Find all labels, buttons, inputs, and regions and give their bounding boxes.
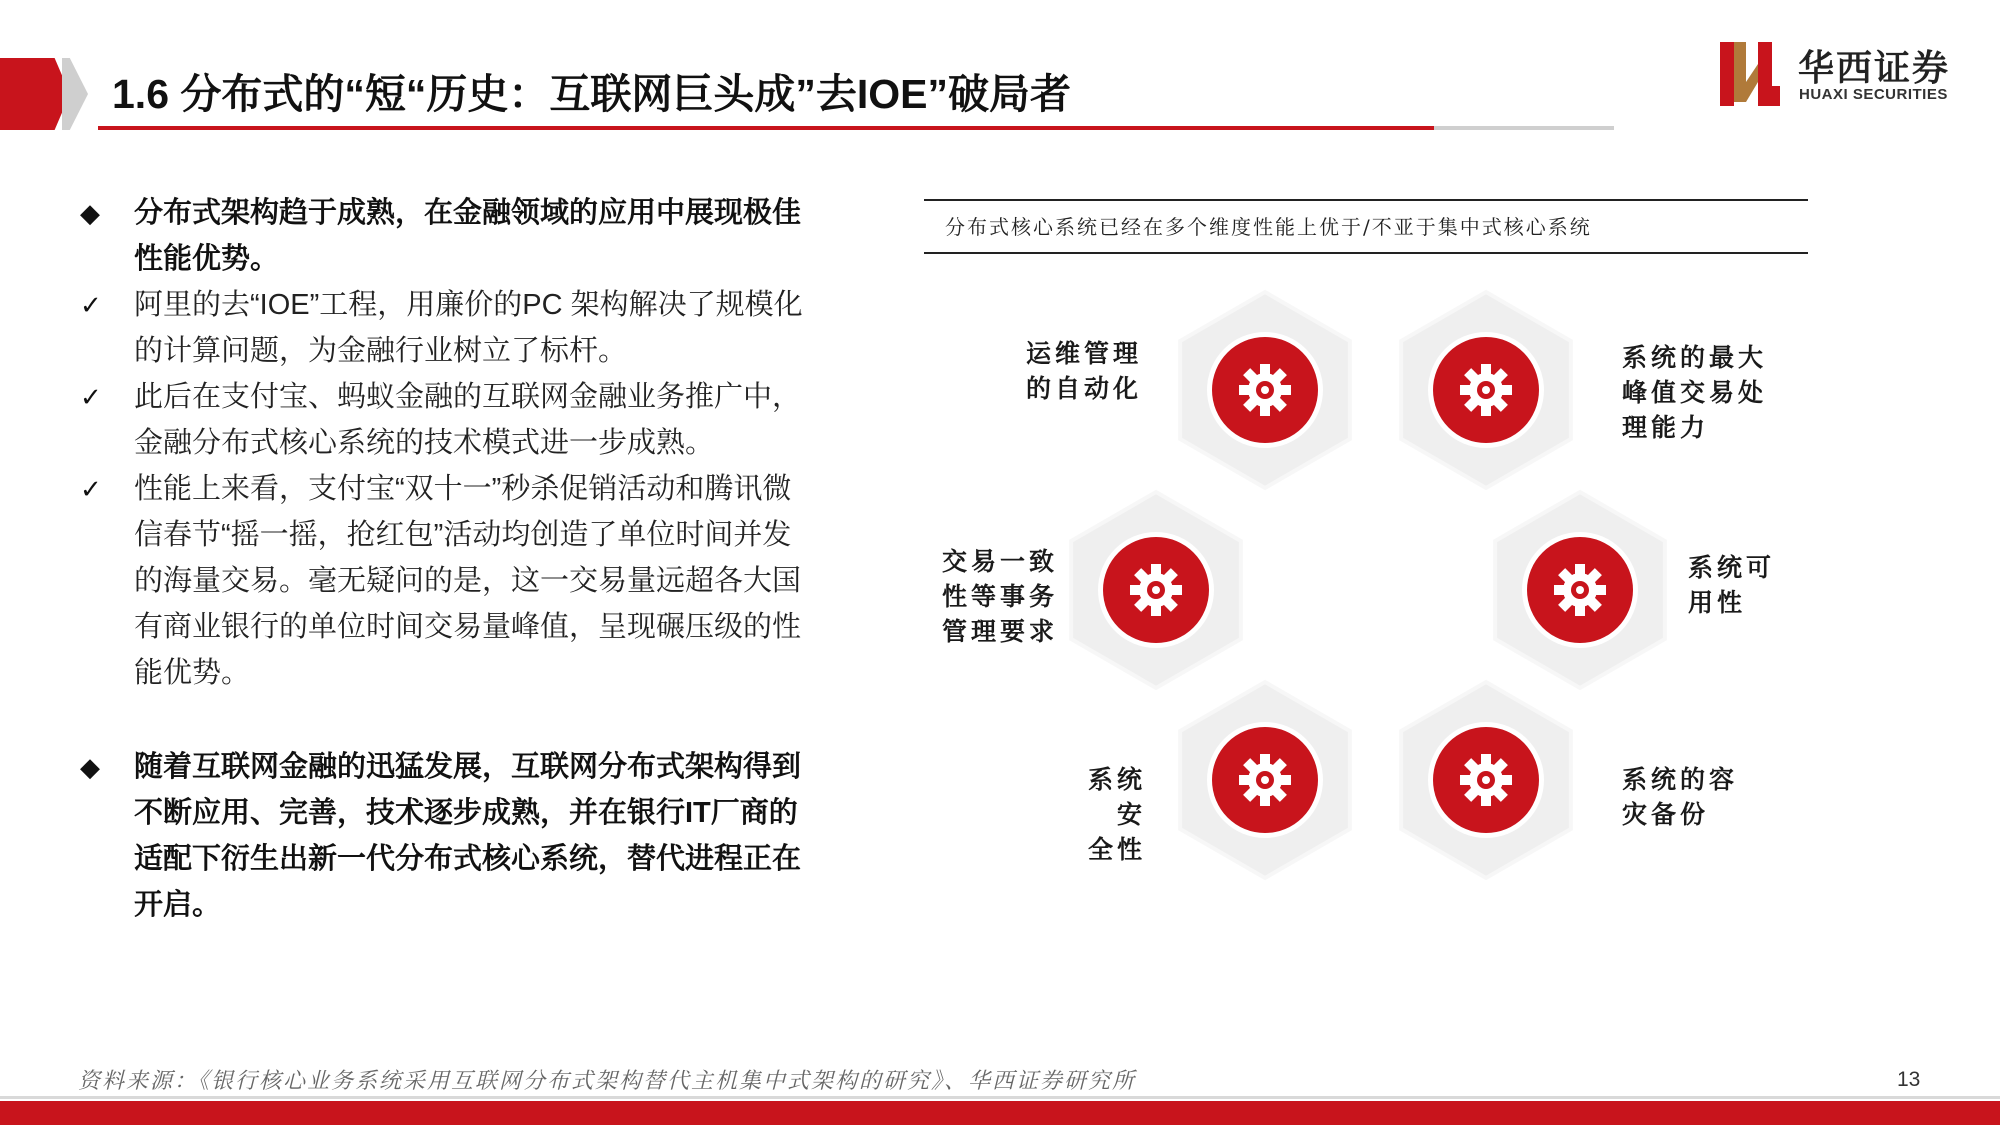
- diamond-bullet-icon: ◆: [80, 752, 100, 782]
- diagram-caption: 分布式核心系统已经在多个维度性能上优于/不亚于集中式核心系统: [945, 215, 1592, 239]
- gear-icon: [1239, 754, 1291, 806]
- diamond-bullet-icon: ◆: [80, 198, 100, 228]
- checkmark-icon: ✓: [80, 290, 102, 320]
- node-label: 系统的容 灾备份: [1622, 765, 1739, 829]
- node-label: 交易一致 性等事务 管理要求: [942, 547, 1059, 646]
- gear-icon: [1460, 754, 1512, 806]
- checkmark-icon: ✓: [80, 382, 102, 412]
- diagram-node: [1428, 722, 1544, 838]
- diagram-node: [1098, 532, 1214, 648]
- node-label: 系统安 全性: [1087, 765, 1146, 864]
- diagram-node: [1207, 722, 1323, 838]
- source-note: 资料来源：《银行核心业务系统采用互联网分布式架构替代主机集中式架构的研究》、华西证券研究所: [78, 1069, 1137, 1094]
- diagram-node: [1522, 532, 1638, 648]
- bullet-text: 阿里的去“IOE”工程，用廉价的PC 架构解决了规模化的计算问题，为金融行业树立了标杆。: [134, 289, 803, 367]
- page-title: 1.6 分布式的“短“历史：互联网巨头成”去IOE”破局者: [112, 71, 1072, 117]
- page-number: 13: [1897, 1068, 1921, 1091]
- gear-icon: [1239, 364, 1291, 416]
- gear-icon: [1460, 364, 1512, 416]
- bullet-text: 分布式架构趋于成熟，在金融领域的应用中展现极佳性能优势。: [134, 197, 802, 275]
- logo-name-en: HUAXI SECURITIES: [1799, 86, 1948, 103]
- bullet-text: 随着互联网金融的迅猛发展，互联网分布式架构得到不断应用、完善，技术逐步成熟，并在银行IT厂商的适配下衍生出新一代分布式核心系统，替代进程正在开启。: [134, 751, 802, 921]
- logo-name-cn: 华西证券: [1798, 47, 1951, 89]
- bullet-text: 此后在支付宝、蚂蚁金融的互联网金融业务推广中，金融分布式核心系统的技术模式进一步成熟。: [134, 381, 802, 459]
- bullet-text: 性能上来看，支付宝“双十一”秒杀促销活动和腾讯微信春节“摇一摇，抢红包”活动均创造了单位时间并发的海量交易。毫无疑问的是，这一交易量远超各大国有商业银行的单位时间交易量峰值，呈现碾压级的性能优势。: [134, 473, 802, 689]
- footer-bar: [0, 1101, 2000, 1125]
- node-label: 运维管理 的自动化: [1026, 339, 1143, 403]
- checkmark-icon: ✓: [80, 474, 102, 504]
- diagram-node: [1207, 332, 1323, 448]
- node-label: 系统的最大 峰值交易处 理能力: [1622, 343, 1768, 442]
- gear-icon: [1130, 564, 1182, 616]
- footer-divider: [0, 1096, 2000, 1099]
- node-label: 系统可 用性: [1688, 553, 1776, 617]
- gear-icon: [1554, 564, 1606, 616]
- diagram-node: [1428, 332, 1544, 448]
